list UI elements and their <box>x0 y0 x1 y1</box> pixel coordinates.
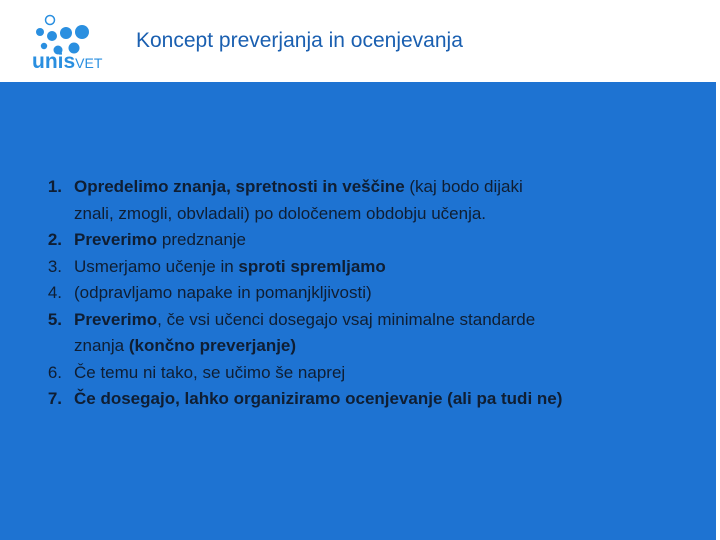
list-text: Če temu ni tako, se učimo še naprej <box>74 362 346 382</box>
list-item <box>36 174 706 201</box>
list-item-continuation: znanja (končno preverjanje) <box>74 336 297 355</box>
page-title: Koncept preverjanja in ocenjevanja <box>136 29 463 52</box>
list-number: 7. <box>47 389 62 408</box>
list-text: Če dosegajo, lahko organiziramo ocenjevanje (ali pa tudi ne) <box>74 389 563 408</box>
list-item <box>36 254 706 281</box>
list-number: 5. <box>47 309 62 329</box>
list-text: Preverimo predznanje <box>74 230 247 249</box>
panel-edge <box>716 82 720 540</box>
list-text: (odpravljamo napake in pomanjkljivosti) <box>74 283 372 302</box>
logo-text: unisVET <box>32 50 103 73</box>
list-item <box>36 386 706 413</box>
list-text: Usmerjamo učenje in sproti spremljamo <box>74 256 386 276</box>
list-item-continuation: znali, zmogli, obvladali) po določenem obdobju učenja. <box>74 203 487 223</box>
list-number: 6. <box>47 362 62 382</box>
list-item <box>36 280 706 307</box>
list-item <box>36 360 706 387</box>
list-number: 1. <box>47 177 62 196</box>
list-number: 3. <box>47 256 62 276</box>
list-item <box>36 307 706 334</box>
logo-graphic <box>30 10 130 76</box>
list-number: 4. <box>47 283 62 302</box>
unisvet-logo <box>30 10 130 76</box>
steps-list <box>36 174 706 413</box>
list-item <box>36 227 706 254</box>
list-number: 2. <box>47 230 62 249</box>
slide-header <box>0 0 720 82</box>
list-text: Preverimo, če vsi učenci dosegajo vsaj minimalne standarde <box>74 309 536 329</box>
list-text: Opredelimo znanja, spretnosti in veščine (kaj bodo dijaki <box>74 177 523 196</box>
